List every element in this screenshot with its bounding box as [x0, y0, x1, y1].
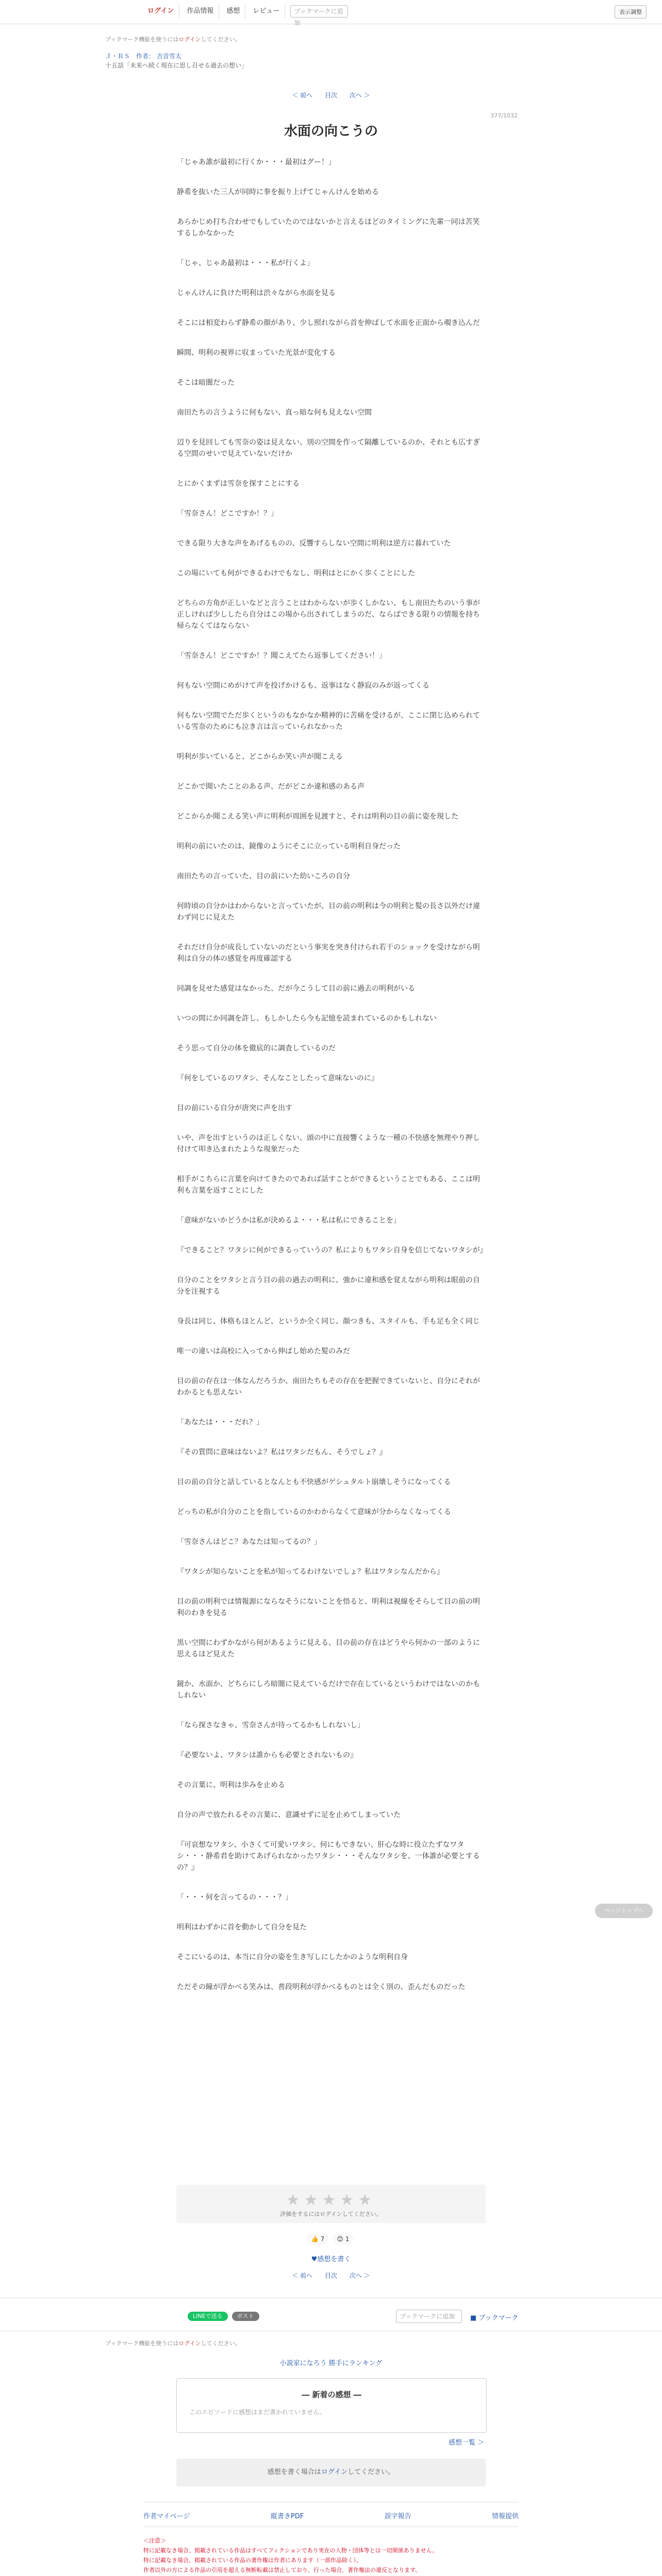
bookmark-add-input[interactable]: ブックマークに追加	[290, 5, 348, 18]
body-paragraph: どちらの方角が正しいなどと言うことはわからないが歩くしかない、もし南田たちのいう事が正しければ少ししたら自分はこの場から出されてしまうのだ、ならばできる限りの情報を持ち帰らなくてはならない	[177, 599, 480, 630]
body-paragraph: 『ワタシが知らないことを私が知ってるわけないでしょ？私はワタシなんだから』	[177, 1568, 444, 1576]
body-paragraph: 「雪奈さん！どこですか！？聞こえてたら返事してください！」	[177, 652, 386, 660]
body-paragraph: 「じゃ、じゃあ最初は・・・私が行くよ」	[177, 259, 314, 267]
display-settings-button[interactable]: 表示調整	[615, 5, 647, 19]
bookmark-notice-bottom-after: してください。	[201, 2340, 241, 2347]
prev-link-bottom[interactable]: ＜ 前へ	[292, 2272, 313, 2279]
bookmark-add-input-bottom[interactable]: ブックマークに追加	[396, 2310, 462, 2323]
write-review-link[interactable]: ♥感想を書く	[311, 2256, 351, 2263]
series-meta	[105, 52, 247, 61]
bookmark-notice	[105, 35, 241, 43]
reviews-link[interactable]: 感想	[221, 4, 245, 19]
body-paragraph: そこにいるのは、本当に自分の姿を生き写しにしたかのような明利自身	[177, 1953, 408, 1961]
body-paragraph: 『可哀想なワタシ、小さくて可愛いワタシ、何にもできない、肝心な時に役立たずなワタシ・・・静希君を助けてあげられなかったワタシ・・・そんなワタシを、一体誰が必要とするの？』	[177, 1841, 480, 1872]
body-paragraph: 明利が歩いていると、どこからか笑い声が聞こえる	[177, 753, 343, 761]
toc-link[interactable]: 目次	[324, 92, 337, 99]
bookmark-notice-login-link[interactable]: ログイン	[178, 36, 201, 43]
chapter-title: 十五話「未来へ続く現在に思し召せる過去の想い」	[105, 62, 248, 69]
toc-link-bottom[interactable]: 目次	[324, 2272, 337, 2279]
login-to-review-link[interactable]: ログイン	[321, 2468, 348, 2476]
notice-red-2: 特に記載なき場合、掲載されている作品の著作権は作者にあります（一部作品除く）。	[143, 2557, 362, 2564]
body-paragraph: 黒い空間にわずかながら何があるように見える、目の前の存在はどうやら何かの一部のように思えるほど見えた	[177, 1639, 480, 1658]
bookmark-notice-bottom-before: ブックマーク機能を使うには	[105, 2340, 179, 2347]
prev-link[interactable]: ＜ 前へ	[292, 92, 313, 99]
body-paragraph: 自分の声で放たれるその言葉に、意識せずに足を止めてしまっていた	[177, 1811, 401, 1819]
body-paragraph: 相手がこちらに言葉を向けてきたのであれば話すことができるということでもある、ここは明利も言葉を返すことにした	[177, 1175, 480, 1195]
bookmark-notice-after: してください。	[201, 36, 241, 43]
body-paragraph: その言葉に、明利は歩みを止める	[177, 1781, 285, 1789]
line-share-button[interactable]: LINEで送る	[188, 2312, 228, 2321]
bookmark-notice-bottom	[105, 2339, 241, 2347]
series-title-link[interactable]: Ｊ・ＲＳ 作者：	[105, 53, 155, 60]
body-paragraph: 何もない空間にめがけて声を投げかけるも、返事はなく静寂のみが返ってくる	[177, 682, 429, 690]
body-paragraph: そこは暗闇だった	[177, 379, 235, 387]
body-paragraph: いつの間にか同調を許し、もしかしたら今も記憶を読まれているのかもしれない	[177, 1014, 437, 1023]
episode-title: 水面の向こうの	[284, 124, 378, 139]
login-to-review-before: 感想を書く場合は	[267, 2468, 321, 2476]
login-to-review-after: してください。	[347, 2468, 395, 2476]
body-paragraph: そこには相変わらず静希の顔があり、少し照れながら首を伸ばして水面を正面から覗き込んだ	[177, 319, 480, 327]
body-paragraph: 鏡か、水面か、どちらにしろ暗闇に見えているだけで存在しているというわけではないのかもしれない	[177, 1680, 480, 1700]
body-paragraph: 『何をしているのワタシ、そんなことしたって意味ないのに』	[177, 1074, 378, 1082]
body-paragraph: 瞬間、明利の視界に収まっていた光景が変化する	[177, 349, 336, 357]
pager-bottom	[0, 2271, 662, 2280]
smile-reaction[interactable]: 😊 1	[333, 2234, 353, 2244]
body-paragraph: そう思って自分の体を徹底的に調査しているのだ	[177, 1044, 336, 1053]
body-paragraph: どっちの私が自分のことを指しているのかわからなくて意味が分からなくなってくる	[177, 1508, 451, 1516]
body-paragraph: とにかくまずは雪奈を探すことにする	[177, 480, 300, 488]
body-paragraph: 明利はわずかに首を動かして自分を見た	[177, 1923, 307, 1931]
bookmark-notice-bottom-login-link[interactable]: ログイン	[178, 2340, 201, 2347]
nav-left	[142, 4, 348, 26]
info-provide-link[interactable]: 情報提供	[491, 2513, 519, 2520]
series-info	[105, 52, 247, 70]
body-paragraph: 目の前の自分と話しているとなんとも不快感がゲシュタルト崩壊しそうになってくる	[177, 1478, 451, 1486]
body-paragraph: 唯一の違いは高校に入ってから伸ばし始めた髪のみだ	[177, 1347, 350, 1355]
notice-red-1: 特に記載なき場合、掲載されている作品はすべてフィクションであり実在の人物・団体等とは一切関係ありません。	[143, 2547, 438, 2554]
body-paragraph: 目の前にいる自分が唐突に声を出す	[177, 1104, 292, 1112]
body-paragraph: 自分のことをワタシと言う目の前の過去の明利に、強かに違和感を覚えながら明利は眼前の自分を注視する	[177, 1276, 480, 1296]
body-paragraph: 『必要ないよ、ワタシは誰からも必要とされないもの』	[177, 1751, 357, 1759]
body-paragraph: いや、声を出すというのは正しくない、頭の中に直接響くような一種の不快感を無理やり押し付けて叩き込まれたような現象だった	[177, 1134, 480, 1154]
body-paragraph: 南田たちの言っていた、目の前にいた幼いころの自分	[177, 872, 350, 880]
rating-stars[interactable]: ★★★★★	[286, 2191, 376, 2209]
typo-report-link[interactable]: 誤字報告	[384, 2513, 411, 2520]
vertical-pdf-link[interactable]: 縦書きPDF	[270, 2513, 304, 2520]
pager-top	[0, 91, 662, 99]
body-paragraph: 何時頃の自分かはわからないと言っていたが、目の前の明利は今の明利と髪の長さ以外だけ違わず同じに見えた	[177, 902, 480, 922]
body-paragraph: 「雪奈さん！どこですか！？」	[177, 510, 278, 518]
body-paragraph: 明利の前にいたのは、鏡像のようにそこに立っている明利自身だった	[177, 842, 401, 851]
body-paragraph: 『その質問に意味はないよ？私はワタシだもん、そうでしょ？』	[177, 1448, 387, 1456]
x-share-button[interactable]: ポスト	[232, 2312, 259, 2321]
body-paragraph: あらかじめ打ち合わせでもしていたのではないかと言えるほどのタイミングに先輩一同は苦笑するしかなかった	[177, 218, 480, 238]
body-paragraph: できる限り大きな声をあげるものの、反響すらしない空間に明利は逆方に暮れていた	[177, 539, 451, 548]
body-paragraph: 辺りを見回しても雪奈の姿は見えない、別の空間を作って隔離しているのか、それとも広すぎる空間のせいで見えていないだけか	[177, 438, 480, 458]
top-nav	[0, 0, 662, 24]
reactions	[307, 2234, 353, 2244]
body-paragraph: 「じゃあ誰が最初に行くか・・・最初はグー！」	[177, 158, 336, 166]
bookmark-notice-before: ブックマーク機能を使うには	[105, 36, 179, 43]
body-paragraph: 南田たちの言うように何もない、真っ暗な何も見えない空間	[177, 409, 372, 417]
page-number: 377/1032	[490, 112, 518, 119]
body-paragraph: 目の前の明利では情報源にならなそうにないことを悟ると、明利は視線をそらして目の前の明利のわきを見る	[177, 1598, 480, 1617]
body-paragraph: 身長は同じ、体格もほとんど、というか全く同じ、顔つきも、スタイルも、手も足も全く同じ	[177, 1317, 480, 1326]
body-paragraph: 「意味がないかどうかは私が決めるよ・・・私は私にできることを」	[177, 1216, 401, 1225]
review-list-link[interactable]: 感想一覧 ＞	[449, 2439, 485, 2447]
page-top-button[interactable]: ページトップへ	[595, 1904, 653, 1918]
review-link[interactable]: レビュー	[247, 4, 285, 19]
next-link[interactable]: 次へ ＞	[349, 92, 370, 99]
body-paragraph: どこかで聞いたことのある声、だがどこか違和感のある声	[177, 783, 365, 791]
body-paragraph: 「雪奈さんはどこ？あなたは知ってるの？」	[177, 1538, 321, 1546]
body-paragraph: この場にいても何ができるわけでもなし、明利はとにかく歩くことにした	[177, 569, 415, 578]
share-buttons	[188, 2312, 259, 2321]
author-link[interactable]: 吉音雪太	[156, 53, 181, 60]
work-info-link[interactable]: 作品情報	[181, 4, 219, 19]
body-paragraph: ただその瞳が浮かべる笑みは、普段明利が浮かべるものとは全く別の、歪んだものだった	[177, 1983, 466, 1991]
login-to-review-box	[176, 2459, 486, 2486]
notice-head: ＜注意＞	[143, 2537, 166, 2544]
footer-links	[143, 2511, 519, 2520]
body-paragraph: じゃんけんに負けた明利は渋々ながら水面を見る	[177, 289, 336, 297]
body-paragraph: それだけ自分が成長していないのだという事実を突き付けられ若干のショックを受けながら明利は自分の体の感覚を再度確認する	[177, 943, 480, 963]
notice-section	[143, 2536, 519, 2576]
like-reaction[interactable]: 👍 7	[307, 2234, 328, 2244]
body-paragraph: 『できること？ワタシに何ができるっていうの？私によりもワタシ自身を信じてないワタシが』	[177, 1246, 487, 1255]
author-mypage-link[interactable]: 作者マイページ	[143, 2513, 190, 2520]
body-paragraph: 同調を見せた感覚はなかった、だが今こうして目の前に過去の明利がいる	[177, 985, 415, 993]
body-paragraph: 「・・・何を言ってるの・・・？」	[177, 1893, 292, 1902]
next-link-bottom[interactable]: 次へ ＞	[349, 2272, 370, 2279]
body-paragraph: 「あなたは・・・だれ？」	[177, 1418, 263, 1427]
episode-body	[177, 157, 486, 2011]
rating-note: 評価をするにはログインしてください。	[280, 2211, 382, 2217]
body-paragraph: 静希を抜いた三人が同時に拳を振り上げてじゃんけんを始める	[177, 188, 379, 196]
no-reviews-text: このエピソードに感想はまだ書かれていません。	[189, 2409, 326, 2416]
body-paragraph: どこからか聞こえる笑い声に明利が周囲を見渡すと、それは明利の目の前に姿を現した	[177, 812, 458, 821]
body-paragraph: 「なら探さなきゃ、雪奈さんが待ってるかもしれないし」	[177, 1721, 365, 1730]
notice-red-3: 作者以外の方による作品の引用を超える無断転載は禁止しており、行った場合、著作権法の違反となります。	[143, 2567, 421, 2573]
body-paragraph: 目の前の存在は一体なんだろうか、南田たちもその存在を把握できていないと、自分にそれがわかるとも思えない	[177, 1377, 480, 1397]
login-link[interactable]: ログイン	[142, 4, 179, 19]
add-bookmark-button[interactable]: ■ ブックマーク	[470, 2314, 519, 2322]
ranking-link[interactable]: 小説家になろう 勝手にランキング	[279, 2360, 383, 2367]
new-reviews-heading: ― 新着の感想 ―	[302, 2390, 361, 2399]
body-paragraph: 何もない空間でただ歩くというのもなかなか精神的に苦痛を受けるが、ここに閉じ込められている雪奈のためにも泣き言は言っていられなかった	[177, 711, 480, 731]
new-reviews-box	[176, 2378, 487, 2433]
rating-box	[176, 2185, 486, 2223]
